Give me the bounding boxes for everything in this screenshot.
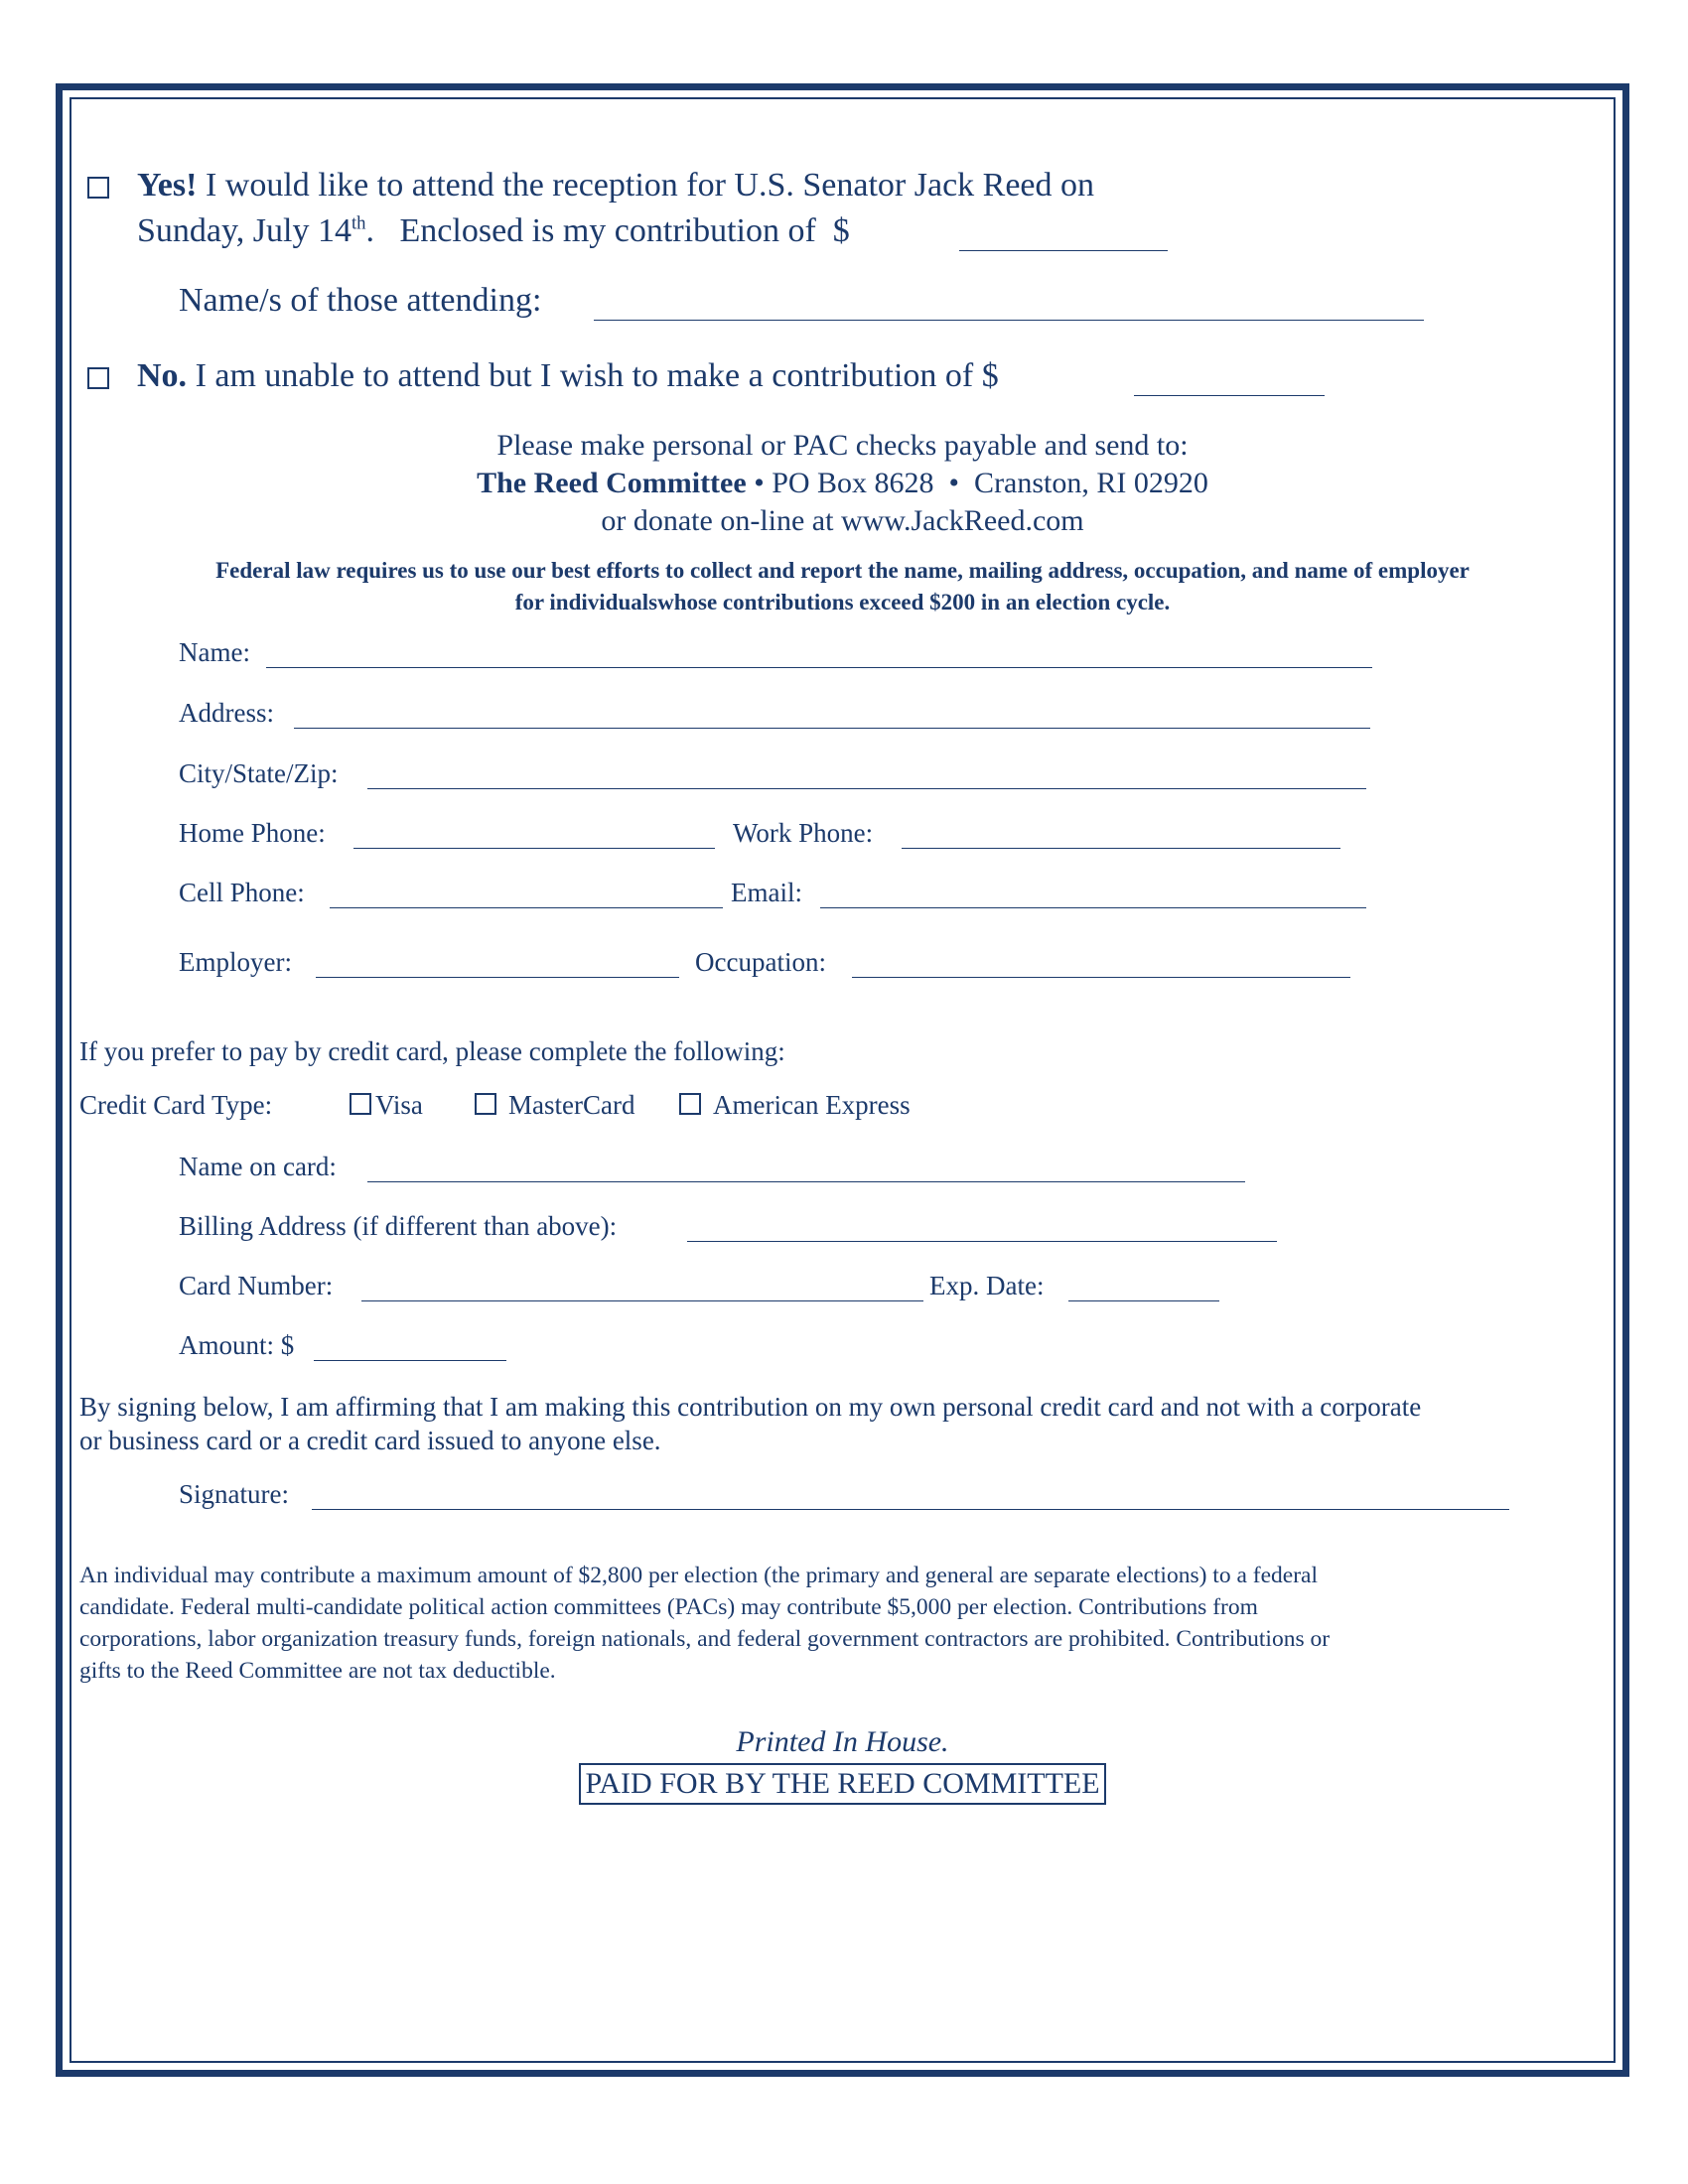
card-type-label: Credit Card Type: — [79, 1090, 273, 1120]
visa-label: Visa — [375, 1090, 423, 1120]
name-on-card-label: Name on card: — [179, 1152, 337, 1181]
amount-label: Amount: $ — [179, 1330, 295, 1360]
no-line — [137, 357, 999, 395]
name-label: Name: — [179, 637, 250, 667]
yes-label: Yes! — [137, 167, 198, 204]
mastercard-checkbox[interactable] — [475, 1093, 496, 1115]
no-label: No. — [137, 357, 188, 394]
employer-line[interactable] — [316, 977, 679, 978]
disclaimer-line-1: An individual may contribute a maximum amount of $2,800 per election (the primary and general are separate elections) to a federal — [79, 1563, 1318, 1588]
work-phone-line[interactable] — [902, 848, 1340, 849]
federal-law-line-2: for individualswhose contributions exceed $200 in an election cycle. — [514, 590, 1171, 614]
yes-text: I would like to attend the reception for U.S. Senator Jack Reed on — [197, 167, 1095, 204]
paid-for-box — [70, 1763, 1616, 1805]
affirm-line-1: By signing below, I am affirming that I am making this contribution on my own personal credit card and not with a corporate — [79, 1392, 1422, 1422]
exp-date-label: Exp. Date: — [929, 1271, 1045, 1300]
yes-line-1 — [137, 167, 1094, 205]
work-phone-label: Work Phone: — [733, 818, 874, 848]
no-checkbox[interactable] — [87, 367, 109, 389]
name-line[interactable] — [266, 667, 1372, 668]
occupation-label: Occupation: — [695, 947, 826, 977]
city-label: City/State/Zip: — [179, 758, 339, 788]
cell-phone-line[interactable] — [330, 907, 723, 908]
yes-line-2 — [137, 212, 850, 250]
address-line[interactable] — [294, 728, 1370, 729]
date-suffix: th — [351, 212, 366, 234]
payable-line-2 — [70, 467, 1616, 500]
affirm-line-2: or business card or a credit card issued to anyone else. — [79, 1426, 661, 1455]
occupation-line[interactable] — [852, 977, 1350, 978]
signature-label: Signature: — [179, 1479, 289, 1509]
committee-name: The Reed Committee — [477, 467, 747, 499]
name-on-card-line[interactable] — [367, 1181, 1245, 1182]
federal-law-line-1: Federal law requires us to use our best efforts to collect and report the name, mailing address, occupation, and name of employer — [215, 558, 1470, 583]
attending-label: Name/s of those attending: — [179, 282, 542, 319]
printed-in-house: Printed In House. — [736, 1725, 949, 1758]
billing-line[interactable] — [687, 1241, 1277, 1242]
no-amount-line[interactable] — [1134, 395, 1325, 396]
email-label: Email: — [731, 878, 802, 907]
payable-line-1: Please make personal or PAC checks payable and send to: — [496, 429, 1189, 462]
card-number-label: Card Number: — [179, 1271, 334, 1300]
contribution-text: . Enclosed is my contribution of $ — [365, 212, 850, 249]
card-number-line[interactable] — [361, 1300, 923, 1301]
amex-label: American Express — [713, 1090, 911, 1120]
mastercard-label: MasterCard — [508, 1090, 635, 1120]
yes-amount-line[interactable] — [959, 250, 1168, 251]
billing-label: Billing Address (if different than above): — [179, 1211, 618, 1241]
credit-intro: If you prefer to pay by credit card, please complete the following: — [79, 1036, 785, 1066]
visa-checkbox[interactable] — [350, 1093, 371, 1115]
home-phone-line[interactable] — [353, 848, 715, 849]
no-text: I am unable to attend but I wish to make a contribution of $ — [187, 357, 999, 394]
yes-checkbox[interactable] — [87, 177, 109, 199]
signature-line[interactable] — [312, 1509, 1509, 1510]
home-phone-label: Home Phone: — [179, 818, 326, 848]
amex-checkbox[interactable] — [679, 1093, 701, 1115]
amount-line[interactable] — [314, 1360, 506, 1361]
employer-label: Employer: — [179, 947, 292, 977]
exp-date-line[interactable] — [1068, 1300, 1219, 1301]
address-label: Address: — [179, 698, 274, 728]
disclaimer-line-3: corporations, labor organization treasury funds, foreign nationals, and federal government contractors are prohibited. Contributions or — [79, 1626, 1331, 1652]
date-text: Sunday, July 14 — [137, 212, 352, 249]
email-line[interactable] — [820, 907, 1366, 908]
paid-for-text: PAID FOR BY THE REED COMMITTEE — [579, 1763, 1105, 1805]
disclaimer-line-4: gifts to the Reed Committee are not tax deductible. — [79, 1658, 556, 1684]
city-line[interactable] — [367, 788, 1366, 789]
disclaimer-line-2: candidate. Federal multi-candidate political action committees (PACs) may contribute $5,000 per election. Contributions from — [79, 1594, 1258, 1620]
donate-online: or donate on-line at www.JackReed.com — [601, 504, 1084, 537]
cell-phone-label: Cell Phone: — [179, 878, 305, 907]
committee-address: • PO Box 8628 • Cranston, RI 02920 — [746, 467, 1208, 499]
attending-line[interactable] — [594, 320, 1424, 321]
